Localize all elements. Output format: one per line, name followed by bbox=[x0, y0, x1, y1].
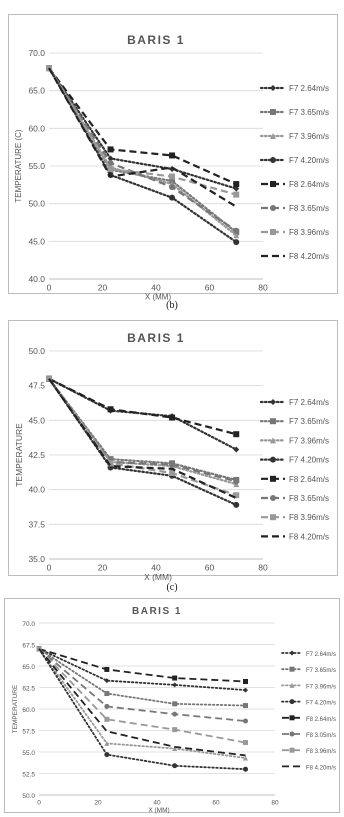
legend-label: F8 2.64m/s bbox=[306, 716, 337, 723]
legend-marker bbox=[270, 85, 276, 91]
legend-label: F8 3.96m/s bbox=[289, 513, 330, 523]
data-point bbox=[108, 166, 114, 172]
data-point bbox=[169, 184, 175, 190]
y-tick-label: 65.0 bbox=[28, 85, 45, 96]
x-tick-label: 40 bbox=[151, 562, 161, 573]
legend-marker bbox=[270, 418, 276, 424]
data-point bbox=[243, 703, 248, 708]
y-tick-label: 37.5 bbox=[28, 519, 45, 530]
x-tick-label: 0 bbox=[46, 282, 52, 293]
y-tick-label: 40.0 bbox=[28, 274, 45, 284]
x-axis-label: X (MM) bbox=[148, 807, 170, 814]
legend-marker bbox=[290, 732, 295, 737]
series-line bbox=[39, 649, 246, 721]
legend-label: F8 3.05m/s bbox=[306, 733, 337, 739]
legend-marker bbox=[270, 399, 276, 405]
data-point bbox=[108, 146, 114, 152]
y-tick-label: 42.5 bbox=[28, 450, 45, 460]
x-tick-label: 60 bbox=[204, 562, 215, 573]
y-tick-label: 45.0 bbox=[28, 415, 45, 426]
legend-label: F7 2.64m/s bbox=[289, 84, 330, 93]
data-point bbox=[243, 767, 248, 772]
legend-marker bbox=[270, 495, 276, 501]
y-tick-label: 60.0 bbox=[22, 707, 35, 714]
x-tick-label: 20 bbox=[94, 799, 102, 807]
y-axis-label: TEMPERATURE (C) bbox=[14, 129, 23, 203]
data-point bbox=[243, 688, 248, 693]
series-line bbox=[39, 649, 246, 756]
data-point bbox=[243, 740, 248, 745]
y-tick-label: 70.0 bbox=[28, 48, 45, 58]
series-line bbox=[49, 68, 236, 231]
data-point bbox=[172, 727, 177, 732]
legend-label: F7 3.65m/s bbox=[289, 417, 330, 427]
y-tick-label: 52.5 bbox=[22, 771, 35, 779]
legend-label: F8 3.65m/s bbox=[289, 494, 330, 503]
legend-marker bbox=[270, 157, 276, 163]
data-point bbox=[233, 502, 239, 508]
chart-panel-b bbox=[8, 320, 338, 582]
x-tick-label: 20 bbox=[97, 282, 108, 293]
x-axis-label: X (MM) bbox=[144, 292, 172, 302]
y-tick-label: 47.5 bbox=[28, 380, 45, 391]
data-point bbox=[233, 478, 239, 484]
chart-panel-a bbox=[8, 14, 338, 302]
series-line bbox=[49, 68, 236, 242]
legend-label: F7 3.65m/s bbox=[306, 668, 337, 675]
x-axis-label: X (MM) bbox=[144, 572, 172, 582]
data-point bbox=[172, 712, 177, 717]
legend-label: F7 2.64m/s bbox=[306, 652, 337, 658]
data-point bbox=[233, 192, 239, 198]
x-tick-label: 40 bbox=[153, 799, 161, 807]
legend-marker bbox=[290, 715, 295, 720]
legend-marker bbox=[270, 514, 276, 520]
legend-marker bbox=[270, 457, 276, 463]
y-tick-label: 62.5 bbox=[22, 685, 35, 693]
legend-label: F8 3.65m/s bbox=[289, 204, 330, 213]
legend-label: F8 4.20m/s bbox=[289, 532, 330, 542]
legend-label: F7 4.20m/s bbox=[289, 156, 330, 165]
data-point bbox=[104, 717, 109, 722]
legend-marker bbox=[270, 109, 276, 115]
data-point bbox=[169, 195, 175, 201]
data-point bbox=[172, 701, 177, 706]
series-line bbox=[49, 379, 236, 498]
y-tick-label: 70.0 bbox=[22, 621, 35, 628]
x-tick-label: 80 bbox=[258, 562, 268, 573]
y-tick-label: 35.0 bbox=[28, 554, 45, 564]
data-point bbox=[169, 415, 175, 421]
y-tick-label: 50.0 bbox=[28, 198, 45, 209]
data-point bbox=[172, 763, 177, 768]
chart-c bbox=[5, 599, 339, 812]
chart-title: BARIS 1 bbox=[127, 33, 185, 47]
legend-label: F7 3.96m/s bbox=[289, 436, 330, 446]
chart-b bbox=[9, 321, 337, 582]
legend-label: F8 2.64m/s bbox=[289, 180, 330, 189]
legend-marker bbox=[290, 699, 295, 704]
legend-label: F8 3.96m/s bbox=[306, 749, 337, 756]
data-point bbox=[104, 667, 109, 672]
data-point bbox=[172, 682, 177, 687]
legend-marker bbox=[270, 205, 276, 211]
y-tick-label: 67.5 bbox=[22, 642, 35, 650]
data-point bbox=[104, 704, 109, 709]
y-axis-label: TEMPERATURE bbox=[14, 423, 24, 487]
series-line bbox=[49, 379, 236, 434]
legend-marker bbox=[290, 748, 295, 753]
series-line bbox=[49, 379, 236, 495]
legend-label: F7 3.96m/s bbox=[289, 132, 330, 141]
y-tick-label: 55.0 bbox=[28, 161, 45, 171]
legend-label: F8 3.96m/s bbox=[289, 228, 330, 237]
x-tick-label: 0 bbox=[46, 562, 52, 573]
data-point bbox=[243, 719, 248, 724]
x-tick-label: 60 bbox=[204, 282, 215, 293]
legend-label: F8 4.20m/s bbox=[289, 252, 330, 261]
data-point bbox=[243, 679, 248, 684]
legend-label: F7 3.65m/s bbox=[289, 108, 330, 117]
y-tick-label: 50.0 bbox=[28, 346, 45, 356]
caption-c: (c) bbox=[166, 582, 178, 593]
x-tick-label: 80 bbox=[271, 799, 279, 807]
data-point bbox=[104, 691, 109, 696]
data-point bbox=[233, 228, 239, 234]
data-point bbox=[108, 406, 114, 412]
y-tick-label: 65.0 bbox=[22, 664, 35, 671]
legend-marker bbox=[290, 667, 295, 672]
y-tick-label: 57.5 bbox=[22, 728, 35, 736]
series-line bbox=[49, 68, 236, 232]
legend-marker bbox=[270, 476, 276, 482]
y-tick-label: 55.0 bbox=[22, 750, 35, 757]
chart-a bbox=[9, 15, 337, 302]
caption-b: (b) bbox=[166, 300, 178, 311]
x-tick-label: 60 bbox=[212, 799, 220, 807]
chart-title: BARIS 1 bbox=[127, 331, 185, 345]
legend-label: F8 2.64m/s bbox=[289, 474, 330, 484]
y-tick-label: 45.0 bbox=[28, 236, 45, 247]
y-tick-label: 60.0 bbox=[28, 123, 45, 134]
legend-marker bbox=[270, 229, 276, 235]
data-point bbox=[233, 239, 239, 245]
legend-label: F7 3.96m/s bbox=[306, 684, 337, 691]
legend-label: F7 4.20m/s bbox=[289, 455, 330, 465]
data-point bbox=[169, 152, 175, 158]
data-point bbox=[172, 676, 177, 681]
chart-panel-c bbox=[4, 598, 340, 813]
x-tick-label: 0 bbox=[37, 799, 41, 807]
chart-title: BARIS 1 bbox=[132, 606, 182, 617]
y-tick-label: 40.0 bbox=[28, 484, 45, 495]
legend-marker bbox=[290, 651, 295, 656]
data-point bbox=[233, 181, 239, 187]
legend-label: F7 2.64m/s bbox=[289, 398, 330, 407]
legend-label: F8 4.20m/s bbox=[306, 765, 337, 772]
x-tick-label: 20 bbox=[97, 562, 108, 573]
series-line bbox=[49, 68, 236, 184]
data-point bbox=[169, 462, 175, 468]
legend-label: F7 4.20m/s bbox=[306, 700, 337, 707]
series-line bbox=[39, 649, 246, 758]
series-line bbox=[39, 649, 246, 682]
y-axis-label: TEMPERATURE bbox=[12, 684, 19, 734]
x-tick-label: 40 bbox=[151, 282, 161, 293]
legend-marker bbox=[270, 181, 276, 187]
data-point bbox=[104, 752, 109, 757]
data-point bbox=[233, 431, 239, 437]
series-line bbox=[49, 379, 236, 505]
y-tick-label: 50.0 bbox=[22, 793, 35, 800]
x-tick-label: 80 bbox=[258, 282, 268, 293]
data-point bbox=[169, 174, 175, 180]
